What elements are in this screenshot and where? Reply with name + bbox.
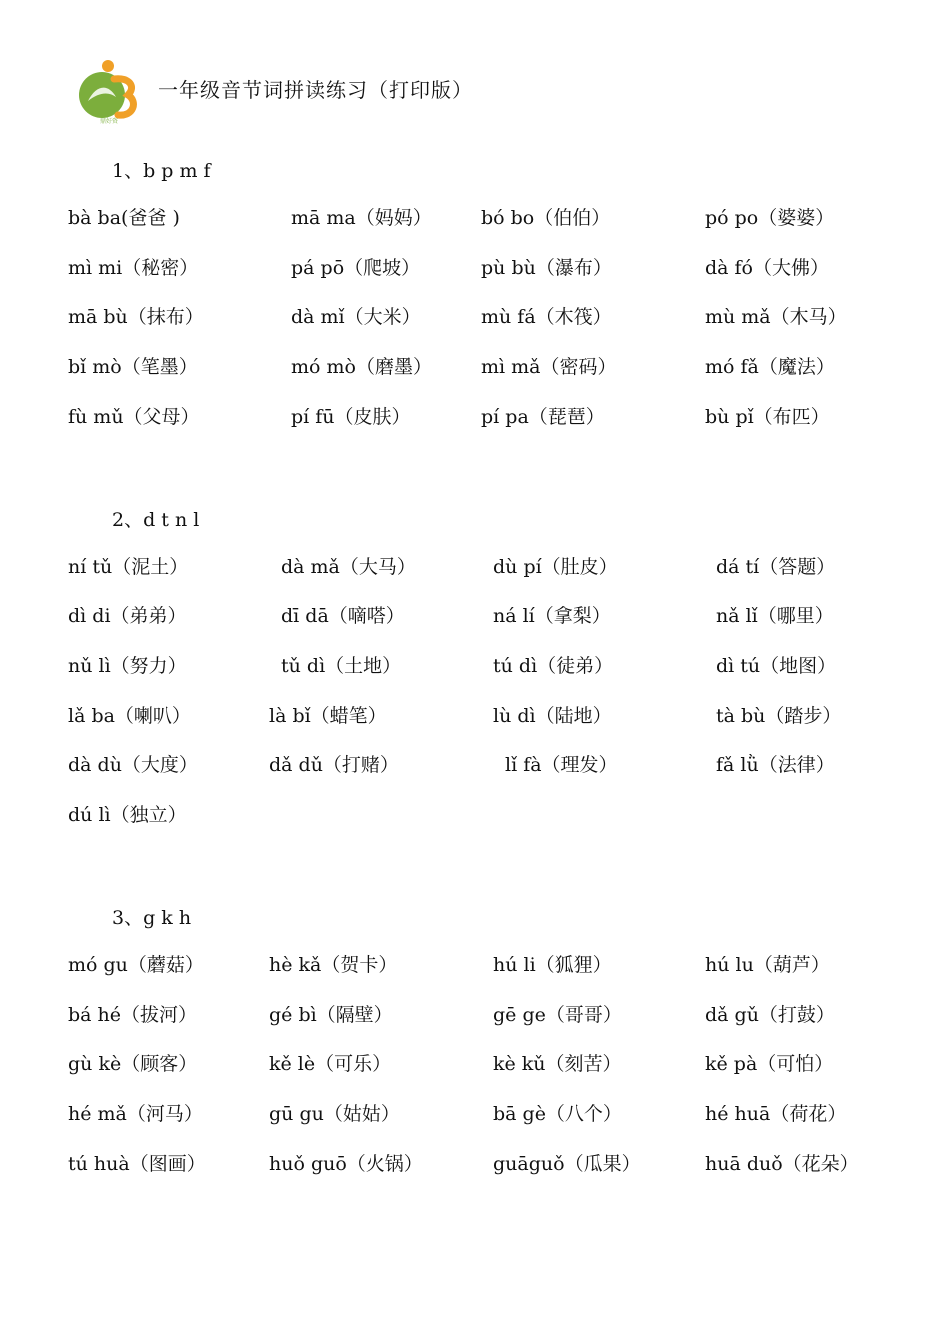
pinyin-word: huā duǒ（花朵） [705, 1153, 859, 1175]
pinyin-word: mì mǎ（密码） [481, 356, 617, 378]
section-heading: 3、g k h [112, 907, 192, 929]
pinyin-word: dà mǎ（大马） [281, 556, 416, 578]
pinyin-word: bà ba(爸爸 ) [68, 207, 180, 229]
pinyin-word: ní tǔ（泥土） [68, 556, 189, 578]
pinyin-word: fù mǔ（父母） [68, 406, 200, 428]
pinyin-word: mù mǎ（木马） [705, 306, 847, 328]
pinyin-word: bù pǐ（布匹） [705, 406, 830, 428]
pinyin-word: fǎ lǜ（法律） [716, 754, 835, 776]
pinyin-word: pá pō（爬坡） [291, 257, 421, 279]
pinyin-word: bā gè（八个） [493, 1103, 622, 1125]
section-heading: 1、b p m f [112, 160, 211, 182]
pinyin-word: tú huà（图画） [68, 1153, 206, 1175]
pinyin-word: mā bù（抹布） [68, 306, 204, 328]
pinyin-word: dà mǐ（大米） [291, 306, 421, 328]
pinyin-word: guāguǒ（瓜果） [493, 1153, 641, 1175]
page-title: 一年级音节词拼读练习（打印版） [158, 78, 473, 102]
pinyin-word: gé bì（隔壁） [269, 1004, 393, 1026]
pinyin-word: dǎ dǔ（打赌） [269, 754, 399, 776]
pinyin-word: gē ge（哥哥） [493, 1004, 622, 1026]
pinyin-word: là bǐ（蜡笔） [269, 705, 387, 727]
pinyin-word: bá hé（拔河） [68, 1004, 198, 1026]
logo [78, 57, 142, 127]
pinyin-word: gū gu（姑姑） [269, 1103, 400, 1125]
pinyin-word: hé mǎ（河马） [68, 1103, 203, 1125]
pinyin-word: lù dì（陆地） [493, 705, 612, 727]
pinyin-word: dú lì（独立） [68, 804, 187, 826]
pinyin-word: bǐ mò（笔墨） [68, 356, 198, 378]
pinyin-word: mā ma（妈妈） [291, 207, 432, 229]
pinyin-word: mó gu（蘑菇） [68, 954, 204, 976]
pinyin-word: mì mi（秘密） [68, 257, 199, 279]
pinyin-word: mó fǎ（魔法） [705, 356, 835, 378]
pinyin-word: gù kè（顾客） [68, 1053, 198, 1075]
pinyin-word: pí pa（琵琶） [481, 406, 605, 428]
pinyin-word: tà bù（踏步） [716, 705, 842, 727]
pinyin-word: mó mò（磨墨） [291, 356, 432, 378]
pinyin-word: dà dù（大度） [68, 754, 198, 776]
pinyin-word: dì di（弟弟） [68, 605, 187, 627]
pinyin-word: tú dì（徒弟） [493, 655, 614, 677]
pinyin-word: hú lu（葫芦） [705, 954, 830, 976]
pinyin-word: hé huā（荷花） [705, 1103, 847, 1125]
pinyin-word: hú li（狐狸） [493, 954, 612, 976]
pinyin-word: dì tú（地图） [716, 655, 837, 677]
pinyin-word: pó po（婆婆） [705, 207, 835, 229]
pinyin-word: kě pà（可怕） [705, 1053, 834, 1075]
pinyin-word: kè kǔ（刻苦） [493, 1053, 622, 1075]
pinyin-word: tǔ dì（土地） [281, 655, 402, 677]
pinyin-word: dǎ gǔ（打鼓） [705, 1004, 835, 1026]
pinyin-word: kě lè（可乐） [269, 1053, 392, 1075]
pinyin-word: mù fá（木筏） [481, 306, 612, 328]
pinyin-word: lǐ fà（理发） [505, 754, 618, 776]
pinyin-word: hè kǎ（贺卡） [269, 954, 398, 976]
pinyin-word: dù pí（肚皮） [493, 556, 618, 578]
pinyin-word: dī dā（嘀嗒） [281, 605, 405, 627]
pinyin-word: dà fó（大佛） [705, 257, 830, 279]
pinyin-word: bó bo（伯伯） [481, 207, 611, 229]
pinyin-word: ná lí（拿梨） [493, 605, 611, 627]
pinyin-word: huǒ guō（火锅） [269, 1153, 423, 1175]
logo-caption: 鼎好资 [100, 118, 119, 125]
section-heading: 2、d t n l [112, 509, 200, 531]
pinyin-word: pí fū（皮肤） [291, 406, 411, 428]
pinyin-word: nǔ lì（努力） [68, 655, 187, 677]
pinyin-word: pù bù（瀑布） [481, 257, 612, 279]
pinyin-word: nǎ lǐ（哪里） [716, 605, 834, 627]
pinyin-word: lǎ ba（喇叭） [68, 705, 191, 727]
pinyin-word: dá tí（答题） [716, 556, 836, 578]
